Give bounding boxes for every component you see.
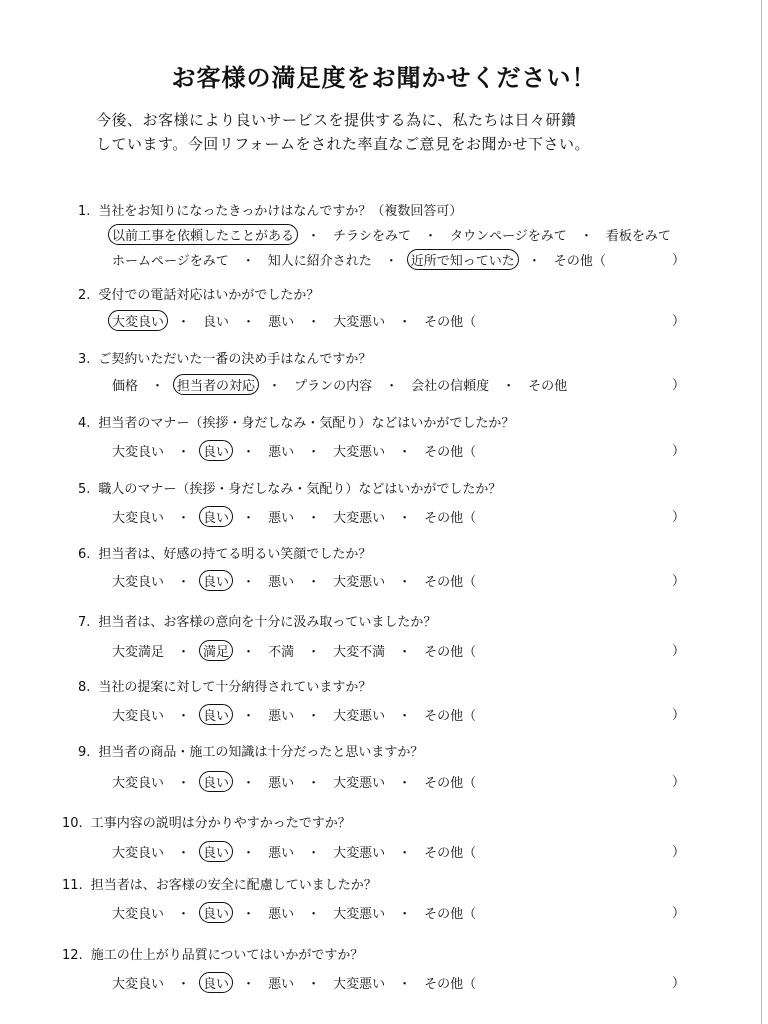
answer-option[interactable]: その他（	[424, 776, 477, 791]
option-separator: ・	[268, 379, 282, 394]
option-separator: ・	[241, 254, 255, 269]
answer-option[interactable]: 大変良い	[112, 776, 165, 791]
option-separator: ・	[242, 445, 256, 460]
option-separator: ・	[242, 575, 256, 590]
answer-options	[108, 374, 571, 395]
question-text	[78, 348, 371, 367]
close-paren: ）	[672, 775, 686, 790]
close-paren: ）	[672, 253, 686, 268]
close-paren: ）	[672, 708, 686, 723]
option-separator: ・	[177, 315, 191, 330]
answer-option[interactable]: 大変悪い	[333, 709, 386, 724]
option-separator: ・	[307, 229, 321, 244]
answer-option[interactable]: 悪い	[268, 315, 295, 330]
answer-option[interactable]: 大変悪い	[333, 315, 386, 330]
answer-option-selected[interactable]: 良い	[199, 704, 233, 725]
answer-option[interactable]: 大変悪い	[333, 776, 386, 791]
answer-options	[108, 440, 480, 461]
answer-option[interactable]: 大変良い	[112, 445, 165, 460]
answer-option[interactable]: 大変良い	[112, 846, 165, 861]
question-text	[78, 611, 436, 630]
question-label: 担当者は、お客様の意向を十分に汲み取っていましたか？	[98, 615, 437, 630]
option-separator: ・	[177, 445, 191, 460]
answer-option[interactable]: 悪い	[268, 776, 295, 791]
close-paren: ）	[672, 574, 686, 589]
question-label: 担当者の商品・施工の知識は十分だったと思いますか？	[98, 745, 424, 760]
option-separator: ・	[307, 776, 321, 791]
answer-option[interactable]: その他（	[424, 575, 477, 590]
answer-option[interactable]: 不満	[268, 645, 295, 660]
question-text	[62, 944, 363, 963]
question-label: 担当者は、お客様の安全に配慮していましたか？	[90, 878, 377, 893]
answer-option[interactable]: 悪い	[268, 846, 295, 861]
close-paren: ）	[672, 976, 686, 991]
answer-option-selected[interactable]: 良い	[199, 506, 233, 527]
answer-options	[108, 249, 610, 270]
option-separator: ・	[424, 229, 438, 244]
option-separator: ・	[177, 776, 191, 791]
answer-option[interactable]: その他（	[424, 977, 477, 992]
answer-option-selected[interactable]: 以前工事を依頼したことがある	[108, 224, 298, 245]
answer-option-selected[interactable]: 良い	[199, 972, 233, 993]
option-separator: ・	[177, 977, 191, 992]
option-separator: ・	[151, 379, 165, 394]
question-number: 8.	[78, 680, 91, 695]
answer-options	[108, 310, 480, 331]
answer-option[interactable]: 大変良い	[112, 575, 165, 590]
answer-option[interactable]: その他（	[424, 645, 477, 660]
option-separator: ・	[398, 709, 412, 724]
answer-option[interactable]: 大変良い	[112, 511, 165, 526]
answer-option[interactable]: その他（	[424, 709, 477, 724]
question-label: 受付での電話対応はいかがでしたか？	[98, 288, 320, 303]
answer-option[interactable]: 大変良い	[112, 709, 165, 724]
question-label: 当社をお知りになったきっかけはなんですか？（複数回答可）	[98, 204, 463, 219]
question-text	[62, 874, 377, 893]
answer-option[interactable]: ホームページをみて	[112, 254, 229, 269]
answer-option[interactable]: タウンページをみて	[450, 229, 567, 244]
answer-option[interactable]: 悪い	[268, 709, 295, 724]
answer-option[interactable]: 看板をみて	[605, 229, 671, 244]
option-separator: ・	[307, 846, 321, 861]
answer-option[interactable]: 大変悪い	[333, 977, 386, 992]
question-number: 2.	[78, 288, 91, 303]
close-paren: ）	[672, 314, 686, 329]
answer-option-selected[interactable]: 満足	[199, 640, 233, 661]
question-number: 7.	[78, 615, 91, 630]
question-number: 10.	[62, 816, 83, 831]
answer-option[interactable]: 悪い	[268, 907, 295, 922]
option-separator: ・	[242, 511, 256, 526]
question-number: 4.	[78, 416, 91, 431]
answer-option[interactable]: 良い	[203, 315, 230, 330]
close-paren: ）	[672, 845, 686, 860]
answer-option-selected[interactable]: 良い	[199, 570, 233, 591]
answer-option[interactable]: 悪い	[268, 977, 295, 992]
answer-option-selected[interactable]: 担当者の対応	[173, 374, 259, 395]
question-number: 12.	[62, 948, 83, 963]
option-separator: ・	[307, 445, 321, 460]
question-number: 6.	[78, 547, 91, 562]
option-separator: ・	[242, 645, 256, 660]
option-separator: ・	[242, 977, 256, 992]
close-paren: ）	[672, 644, 686, 659]
answer-option[interactable]: その他（	[424, 846, 477, 861]
answer-option[interactable]: 大変悪い	[333, 511, 386, 526]
answer-options	[108, 902, 480, 923]
close-paren: ）	[672, 444, 686, 459]
answer-option[interactable]: 知人に紹介された	[267, 254, 372, 269]
question-text	[78, 284, 319, 303]
close-paren: ）	[672, 378, 686, 393]
option-separator: ・	[384, 254, 398, 269]
answer-option[interactable]: 悪い	[268, 445, 295, 460]
question-label: 担当者は、好感の持てる明るい笑顔でしたか？	[98, 547, 372, 562]
answer-option[interactable]: その他（	[553, 254, 606, 269]
option-separator: ・	[307, 315, 321, 330]
answer-option[interactable]: 大変悪い	[333, 575, 386, 590]
answer-option[interactable]: 悪い	[268, 511, 295, 526]
option-separator: ・	[177, 511, 191, 526]
scan-edge-line	[761, 0, 762, 1024]
close-paren: ）	[672, 906, 686, 921]
question-number: 11.	[62, 878, 83, 893]
option-separator: ・	[579, 229, 593, 244]
answer-option[interactable]: 会社の信頼度	[411, 379, 490, 394]
option-separator: ・	[398, 776, 412, 791]
question-text	[78, 200, 462, 219]
answer-options	[108, 771, 480, 792]
answer-options	[108, 640, 480, 661]
question-label: 当社の提案に対して十分納得されていますか？	[98, 680, 372, 695]
answer-option[interactable]: 大変不満	[333, 645, 386, 660]
close-paren: ）	[672, 510, 686, 525]
option-separator: ・	[177, 907, 191, 922]
option-separator: ・	[398, 315, 412, 330]
option-separator: ・	[307, 907, 321, 922]
option-separator: ・	[398, 511, 412, 526]
answer-option[interactable]: その他（	[424, 907, 477, 922]
option-separator: ・	[242, 709, 256, 724]
option-separator: ・	[307, 709, 321, 724]
question-text	[78, 543, 371, 562]
answer-options	[108, 224, 675, 245]
option-separator: ・	[177, 575, 191, 590]
question-text	[78, 478, 501, 497]
answer-options	[108, 704, 480, 725]
answer-option-selected[interactable]: 良い	[199, 902, 233, 923]
answer-option[interactable]: 大変満足	[112, 645, 165, 660]
question-text	[78, 676, 371, 695]
question-text	[62, 812, 351, 831]
option-separator: ・	[398, 645, 412, 660]
option-separator: ・	[398, 575, 412, 590]
answer-option-selected[interactable]: 良い	[199, 841, 233, 862]
answer-option[interactable]: 大変悪い	[333, 907, 386, 922]
answer-option[interactable]: その他	[528, 379, 568, 394]
answer-option[interactable]: その他（	[424, 511, 477, 526]
intro-line: 今後、お客様により良いサービスを提供する為に、私たちは日々研鑽	[96, 111, 577, 129]
option-separator: ・	[502, 379, 516, 394]
answer-option[interactable]: プランの内容	[294, 379, 373, 394]
intro-line: しています。今回リフォームをされた率直なご意見をお聞かせ下さい。	[96, 135, 591, 153]
option-separator: ・	[177, 645, 191, 660]
option-separator: ・	[398, 846, 412, 861]
answer-option[interactable]: その他（	[424, 445, 477, 460]
question-label: ご契約いただいた一番の決め手はなんですか？	[98, 352, 372, 367]
question-label: 担当者のマナー（挨拶・身だしなみ・気配り）などはいかがでしたか？	[98, 416, 515, 431]
answer-option[interactable]: 大変良い	[112, 977, 165, 992]
option-separator: ・	[307, 645, 321, 660]
answer-option-selected[interactable]: 近所で知っていた	[407, 249, 519, 270]
question-number: 9.	[78, 745, 91, 760]
option-separator: ・	[242, 907, 256, 922]
option-separator: ・	[177, 709, 191, 724]
intro-text	[96, 108, 696, 156]
answer-option-selected[interactable]: 良い	[199, 771, 233, 792]
answer-options	[108, 570, 480, 591]
option-separator: ・	[242, 776, 256, 791]
question-text	[78, 741, 423, 760]
option-separator: ・	[398, 977, 412, 992]
question-number: 3.	[78, 352, 91, 367]
answer-options	[108, 841, 480, 862]
answer-option[interactable]: 大変悪い	[333, 445, 386, 460]
answer-option[interactable]: 悪い	[268, 575, 295, 590]
answer-option[interactable]: チラシをみて	[333, 229, 412, 244]
question-text	[78, 412, 514, 431]
page-title: お客様の満足度をお聞かせください！	[171, 64, 597, 92]
question-label: 職人のマナー（挨拶・身だしなみ・気配り）などはいかがでしたか？	[98, 482, 502, 497]
question-number: 5.	[78, 482, 91, 497]
question-label: 工事内容の説明は分かりやすかったですか？	[90, 816, 351, 831]
option-separator: ・	[242, 846, 256, 861]
option-separator: ・	[307, 511, 321, 526]
question-number: 1.	[78, 204, 91, 219]
answer-option[interactable]: 大変悪い	[333, 846, 386, 861]
option-separator: ・	[177, 846, 191, 861]
answer-options	[108, 506, 480, 527]
answer-options	[108, 972, 480, 993]
option-separator: ・	[242, 315, 256, 330]
answer-option[interactable]: 価格	[112, 379, 139, 394]
answer-option[interactable]: その他（	[424, 315, 477, 330]
answer-option-selected[interactable]: 良い	[199, 440, 233, 461]
option-separator: ・	[307, 575, 321, 590]
question-label: 施工の仕上がり品質についてはいかがですか？	[90, 948, 364, 963]
option-separator: ・	[527, 254, 541, 269]
option-separator: ・	[398, 907, 412, 922]
answer-option-selected[interactable]: 大変良い	[108, 310, 168, 331]
option-separator: ・	[307, 977, 321, 992]
answer-option[interactable]: 大変良い	[112, 907, 165, 922]
option-separator: ・	[398, 445, 412, 460]
option-separator: ・	[385, 379, 399, 394]
